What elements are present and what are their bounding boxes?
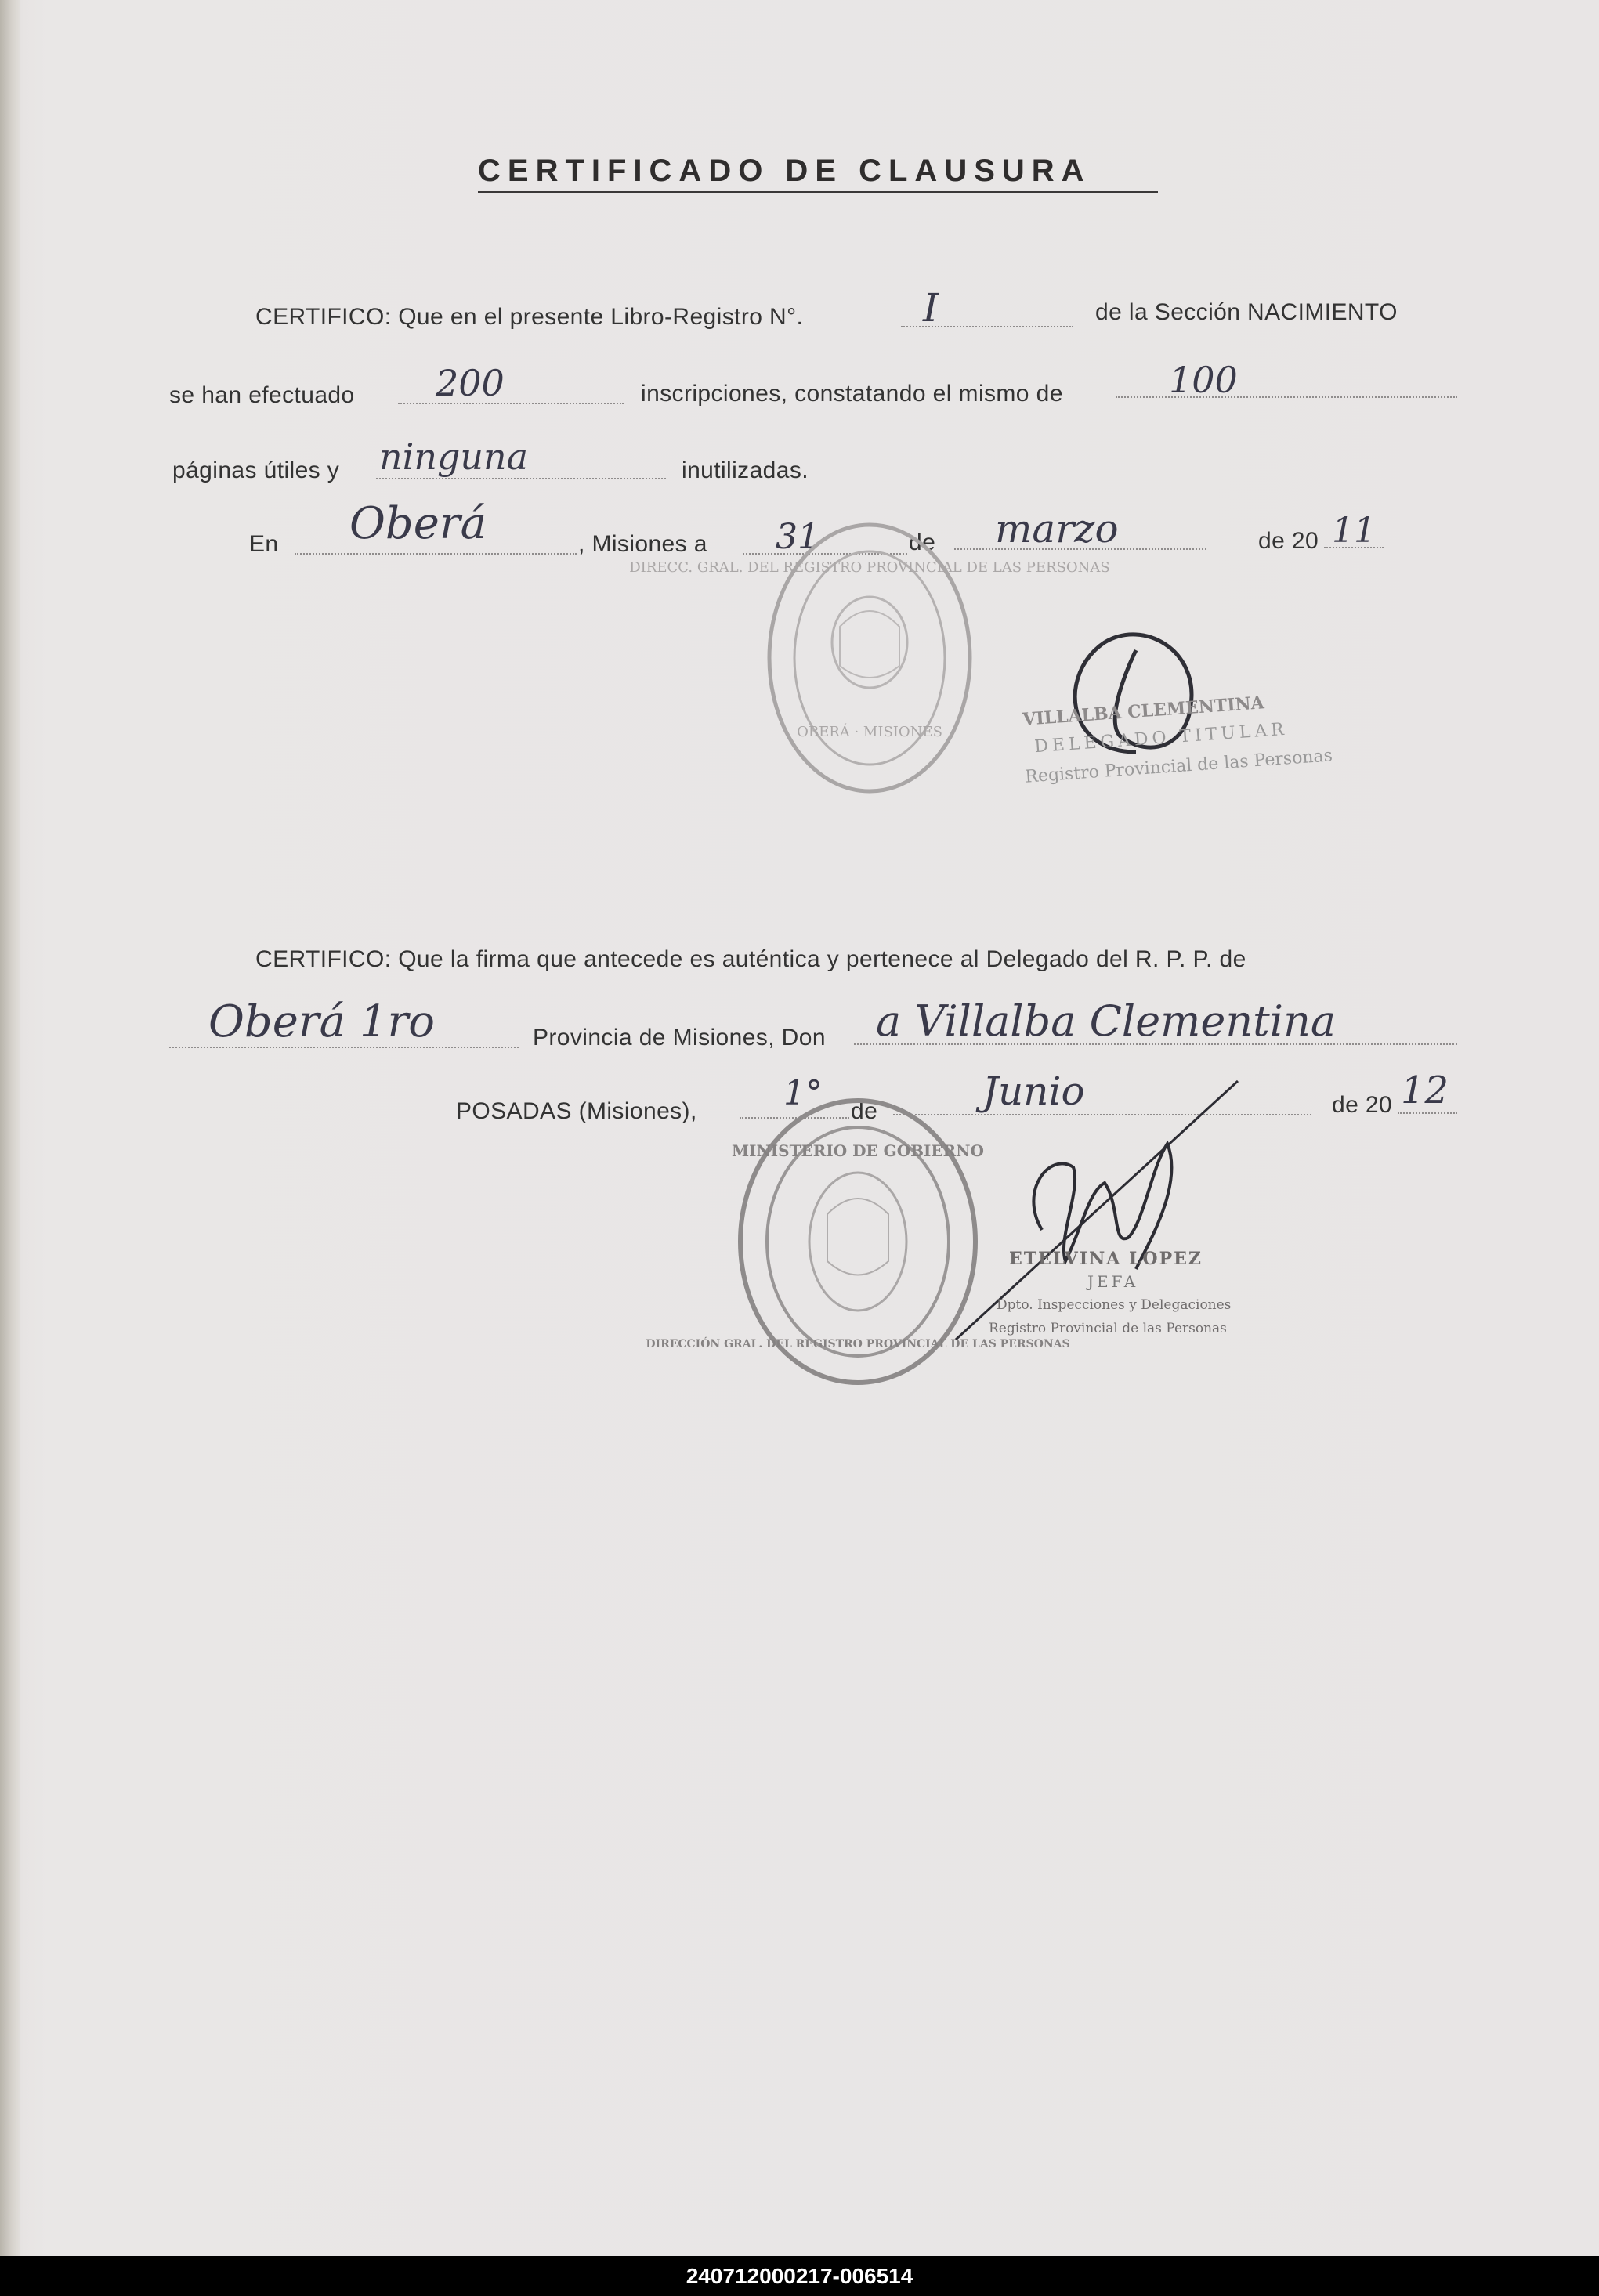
cert1-line1-prefix: CERTIFICO: Que en el presente Libro-Registro N°. [255,304,804,330]
document-title: CERTIFICADO DE CLAUSURA [478,154,1091,188]
handwritten-delegate-name: a Villalba Clementina [876,996,1337,1046]
cert1-line3-prefix: páginas útiles y [172,457,340,483]
seal-2-text-2: DIRECCIÓN GRAL. DEL REGISTRO PROVINCIAL DE LAS PERSONAS [646,1338,1070,1350]
dotted-line [1398,1112,1457,1114]
cert1-line2-prefix: se han efectuado [169,382,355,408]
handwritten-pages: 100 [1169,359,1238,401]
handwritten-delegation: Oberá 1ro [208,996,435,1047]
cert2-line2-middle: Provincia de Misiones, Don [533,1025,826,1050]
cert2-line3-year-prefix: de 20 [1332,1092,1393,1118]
handwritten-day: 31 [776,517,819,557]
stamp-2-org: Registro Provincial de las Personas [989,1321,1227,1336]
stamp-2-dept: Dpto. Inspecciones y Delegaciones [997,1297,1232,1313]
dotted-line [295,553,577,555]
page-edge [0,0,20,2256]
cert2-line1: CERTIFICO: Que la firma que antecede es auténtica y pertenece al Delegado del R. P. P. de [255,946,1246,972]
dotted-line [398,403,624,404]
handwritten-month: marzo [995,506,1119,551]
cert1-line4-year-prefix: de 20 [1258,528,1319,554]
stamp-1-role: DELEGADO TITULAR [1033,719,1289,757]
cert2-line3-prefix: POSADAS (Misiones), [456,1098,697,1124]
cert1-line4-prefix: En [249,531,279,557]
stamp-1-name: VILLALBA CLEMENTINA [1022,692,1265,730]
seal-1-inner-text: OBERÁ · MISIONES [797,724,942,740]
cert1-line4-middle: , Misiones a [578,531,707,557]
signature-2 [948,1073,1261,1363]
handwritten-day-2: 1° [783,1073,823,1113]
cert1-line1-suffix: de la Sección NACIMIENTO [1095,299,1398,325]
handwritten-inscriptions: 200 [436,362,505,404]
cert2-line3-de: de [851,1098,878,1124]
dotted-line [376,478,666,479]
handwritten-city: Oberá [349,498,487,549]
handwritten-year: 11 [1332,511,1376,551]
stamp-2-name: ETELVINA LOPEZ [1009,1249,1203,1269]
cert1-line3-suffix: inutilizadas. [682,457,809,483]
stamp-1-org: Registro Provincial de las Personas [1024,746,1333,787]
handwritten-book-number: I [923,285,939,331]
cert1-line4-de: de [909,530,936,555]
cert1-line2-middle: inscripciones, constatando el mismo de [641,381,1063,407]
stamp-2-role: JEFA [1087,1272,1139,1291]
handwritten-year-2: 12 [1401,1068,1449,1112]
seal-1-text: DIRECC. GRAL. DEL REGISTRO PROVINCIAL DE LAS PERSONAS [629,559,1110,576]
seal-2-text: MINISTERIO DE GOBIERNO [732,1141,984,1160]
title-underline [478,191,1158,193]
handwritten-unused: ninguna [379,436,529,478]
footer-document-id: 240712000217-006514 [0,2256,1599,2296]
dotted-line [1116,396,1457,398]
handwritten-month-2: Junio [982,1068,1085,1114]
